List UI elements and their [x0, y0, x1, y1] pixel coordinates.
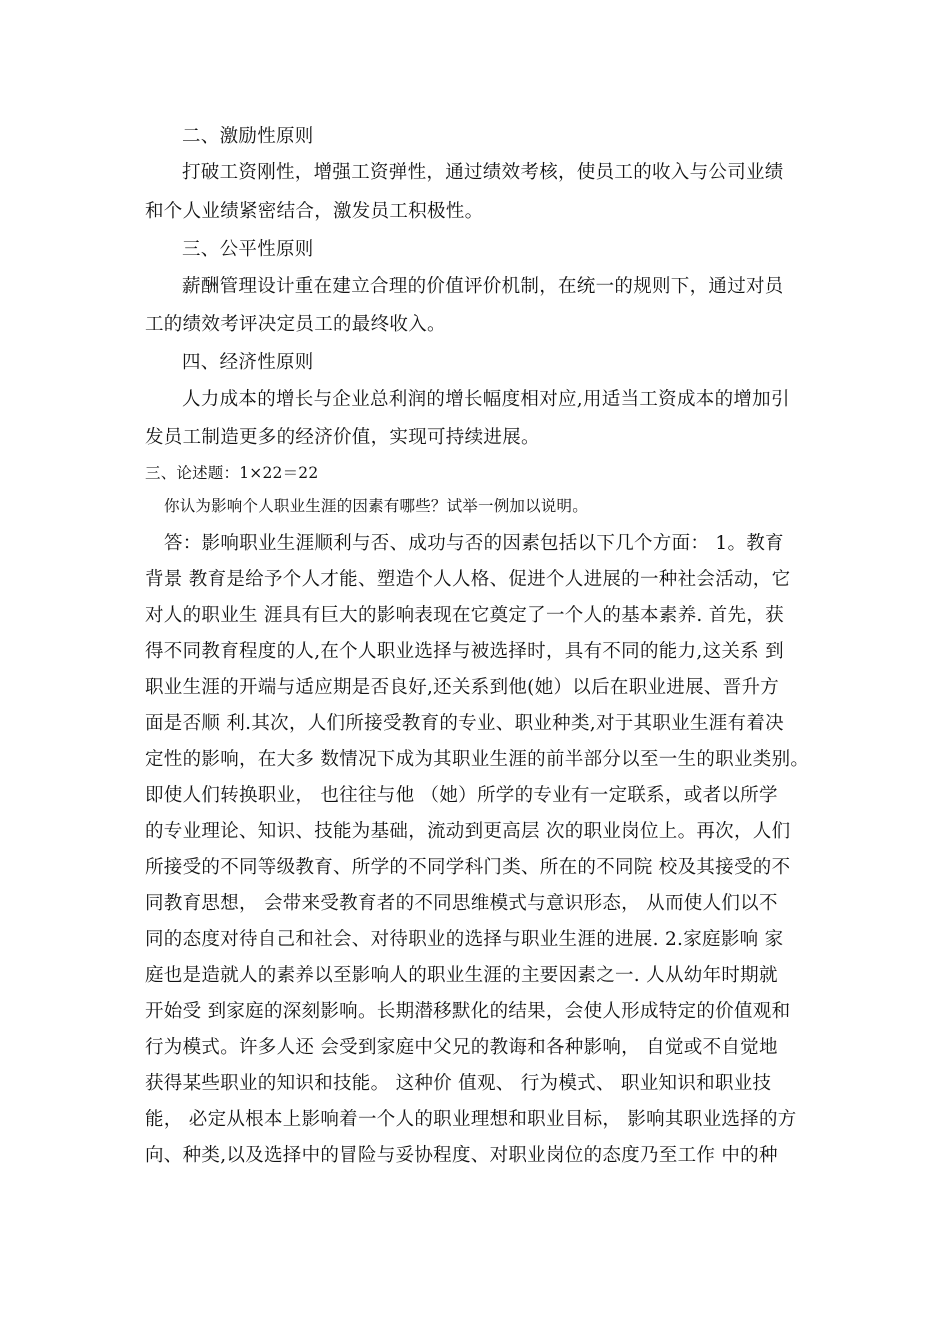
principle-text-line: 打破工资刚性，增强工资弹性，通过绩效考核，使员工的收入与公司业绩 [182, 162, 784, 183]
answer-line: 职业生涯的开端与适应期是否良好,还关系到他(她）以后在职业进展、晋升方 [145, 677, 780, 698]
question-text: 你认为影响个人职业生涯的因素有哪些？试举一例加以说明。 [164, 497, 588, 515]
answer-line: 定性的影响，在大多 数情况下成为其职业生涯的前半部分以至一生的职业类别。 [145, 749, 810, 770]
principle-heading: 三、公平性原则 [182, 239, 314, 260]
answer-line: 开始受 到家庭的深刻影响。长期潜移默化的结果，会使人形成特定的价值观和 [145, 1001, 791, 1022]
answer-line: 的专业理论、知识、技能为基础，流动到更高层 次的职业岗位上。再次，人们 [145, 821, 791, 842]
section-heading: 三、论述题：1×22＝22 [145, 464, 319, 482]
answer-line: 对人的职业生 涯具有巨大的影响表现在它奠定了一个人的基本素养. 首先，获 [145, 605, 784, 626]
principle-heading: 二、激励性原则 [182, 126, 314, 147]
principle-text-line: 和个人业绩紧密结合，激发员工积极性。 [145, 201, 484, 222]
principle-text-line: 工的绩效考评决定员工的最终收入。 [145, 314, 446, 335]
answer-line: 面是否顺 利.其次，人们所接受教育的专业、职业种类,对于其职业生涯有着决 [145, 713, 784, 734]
answer-line: 同的态度对待自己和社会、对待职业的选择与职业生涯的进展. 2.家庭影响 家 [145, 929, 784, 950]
answer-line: 背景 教育是给予个人才能、塑造个人人格、促进个人进展的一种社会活动，它 [145, 569, 791, 590]
answer-line: 获得某些职业的知识和技能。 这种价 值观、 行为模式、 职业知识和职业技 [145, 1073, 772, 1094]
principle-heading: 四、经济性原则 [182, 352, 314, 373]
answer-line: 即使人们转换职业， 也往往与他 （她）所学的专业有一定联系，或者以所学 [145, 785, 778, 806]
answer-line: 行为模式。许多人还 会受到家庭中父兄的教诲和各种影响， 自觉或不自觉地 [145, 1037, 778, 1058]
principle-text-line: 发员工制造更多的经济价值，实现可持续进展。 [145, 427, 540, 448]
principle-text-line: 人力成本的增长与企业总利润的增长幅度相对应,用适当工资成本的增加引 [182, 389, 790, 410]
answer-line: 所接受的不同等级教育、所学的不同学科门类、所在的不同院 校及其接受的不 [145, 857, 791, 878]
answer-line: 答：影响职业生涯顺利与否、成功与否的因素包括以下几个方面： 1。教育 [164, 533, 784, 554]
principle-text-line: 薪酬管理设计重在建立合理的价值评价机制，在统一的规则下，通过对员 [182, 276, 784, 297]
answer-line: 向、种类,以及选择中的冒险与妥协程度、对职业岗位的态度乃至工作 中的种 [145, 1145, 778, 1166]
answer-line: 得不同教育程度的人,在个人职业选择与被选择时，具有不同的能力,这关系 到 [145, 641, 784, 662]
answer-line: 同教育思想， 会带来受教育者的不同思维模式与意识形态， 从而使人们以不 [145, 893, 778, 914]
answer-line: 庭也是造就人的素养以至影响人的职业生涯的主要因素之一. 人从幼年时期就 [145, 965, 778, 986]
answer-line: 能， 必定从根本上影响着一个人的职业理想和职业目标， 影响其职业选择的方 [145, 1109, 797, 1130]
